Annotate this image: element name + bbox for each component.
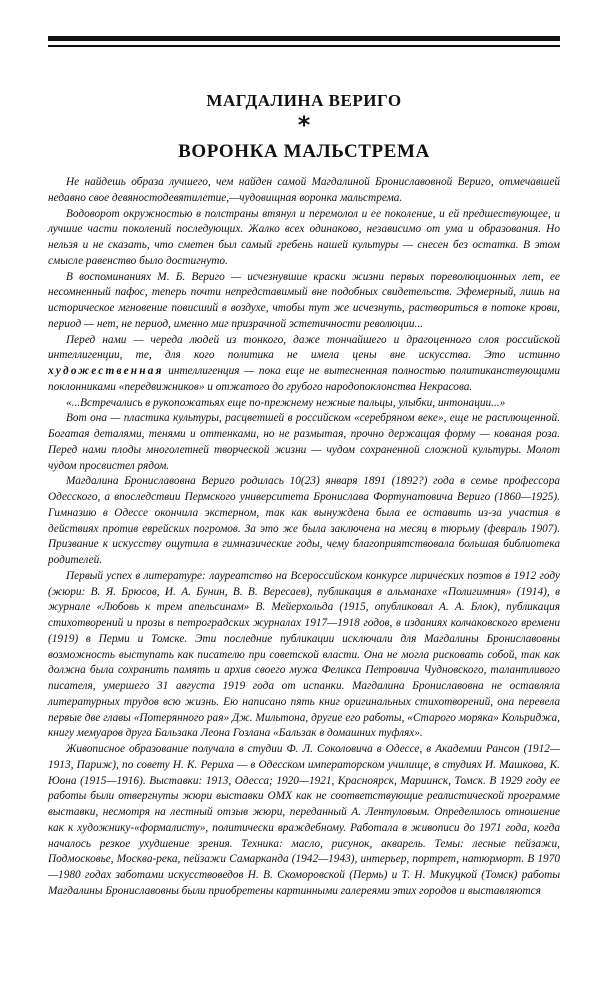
- emphasized-text: художественная: [48, 365, 164, 377]
- separator-star: *: [297, 111, 311, 139]
- article-title: ВОРОНКА МАЛЬСТРЕМА: [178, 141, 430, 162]
- top-rule-thick: [48, 36, 560, 41]
- paragraph: Водоворот окружностью в полстраны втянул и перемолол и ее поколение, и ей предшествующее, и лучшие части поколений последующих. Жалко всех одинаково, независимо от ума и образования. Но нельзя и не сказать, что сметен был самый гребень нашей культуры — снесен без остатка. В этом смысле равенство было достигнуто.: [48, 207, 560, 267]
- paragraph: Не найдешь образа лучшего, чем найден самой Магдалиной Брониславовной Вериго, отмечавшей недавно свое девяностодевятилетие,—чудовищная воронка мальстрема.: [48, 176, 560, 204]
- paragraph: «...Встречались в рукопожатьях еще по-прежнему нежные пальцы, улыбки, интонации...»: [66, 396, 506, 409]
- paragraph: Вот она — пластика культуры, расцветшей в российском «серебряном веке», еще не расплющенной. Богатая деталями, тенями и оттенками, но не размытая, прочно держащая форму — кованая роза. Перед нами плоды многолетней творческой жизни — чудом сохраненной сложной культуры. Молот чудом просвистел рядом.: [48, 412, 560, 472]
- top-rule-thin: [48, 45, 560, 47]
- article-body: [48, 175, 560, 900]
- paragraph: Магдалина Брониславовна Вериго родилась 10(23) января 1891 (1892?) года в семье профессора Одесского, а впоследствии Пермского университета Брониславa Фортунатовича Вериго (1860—1925). Гимназию в Одессе окончила экстерном, так как вынуждена была ее оставить из-за участия в действиях против еврейских погромов. За это же была заключена на месяц в тюрьму (февраль 1907). Призвание к искусству ощутила в гимназические годы, чему благоприятствовала большая библиотека родителей.: [48, 475, 560, 566]
- author-name: МАГДАЛИНА ВЕРИГО: [206, 91, 402, 110]
- title-block: [48, 91, 560, 163]
- paragraph: В воспоминаниях М. Б. Вериго — исчезнувшие краски жизни первых пореволюционных лет, ее несомненный пафос, теперь почти непредставимый вне подобных свидетельств. Эфемерный, лишь на историческое мгновение повисший в воздухе, чтобы тут же исчезнуть, раствориться в потоке крови, период — нет, не период, именно миг призрачной эстетичности революции...: [48, 270, 560, 330]
- page: [48, 36, 560, 900]
- paragraph: Первый успех в литературе: лауреатство на Всероссийском конкурсе лирических поэтов в 1912 году (жюри: В. Я. Брюсов, И. А. Бунин, В. В. Вересаев), публикация в альманахе «Полигимния» (1914), в журнале «Любовь к трем апельсинам» В. Мейерхольда (1915, опубликовал А. А. Блок), публикация стихотворений и прозы в петроградских журналах 1917—1918 годов, в изданиях колчаковского времени (1919) в Перми и Томске. Эти последние публикации исключали для Магдалины Брониславовны возможность выступать как писателю при советской власти. Она не могла рисковать собой, так как должна была сохранить память и архив своего мужа Феликса Петровича Чудновского, талантливого писателя, умершего 31 августа 1919 года от испанки. Магдалина Брониславовна не оставляла литературных трудов всю жизнь. Ею написано пять книг оригинальных стихотворений, она перевела первые две главы «Потерянного рая» Дж. Мильтона, другие его работы, «Старого моряка» Кольриджа, книгу мемуаров друга Бальзака Леона Гозлана «Бальзак в домашних туфлях».: [48, 569, 560, 740]
- paragraph: Живописное образование получала в студии Ф. Л. Соколовича в Одессе, в Академии Рансон (1912—1913, Париж), по совету Н. К. Рериха — в Одесском императорском училище, в студиях И. Машкова, К. Юона (1915—1916). Выставки: 1913, Одесса; 1920—1921, Красноярск, Мариинск, Томск. В 1929 году ее работы были отвергнуты жюри выставки ОМХ как не соответствующие реалистической программе выставки, несмотря на лестный отзыв жюри, переданный А. Лентуловым. Определилось отношение как к художнику-«формалисту», политически враждебному. Работала в живописи до 1971 года, когда началось резкое ухудшение зрения. Техника: масло, рисунок, акварель. Темы: лесные пейзажи, Подмосковье, Москва-река, пейзажи Самарканда (1942—1943), интерьер, портрет, натюрморт. В 1970—1980 годах заботами искусствоведов Н. В. Скоморовской (Пермь) и Т. Н. Микуцкой (Томск) работы Магдалины Брониславовны были приобретены картинными галереями этих городов и выставляются: [48, 743, 560, 897]
- paragraph: Перед нами — череда людей из тонкого, даже тончайшего и драгоценного слоя российской интеллигенции, те, для кого политика не имела цены вне искусства. Это истинно художественная интеллигенция — пока еще не вытесненная полностью политиканствующими поклонниками «передвижников» и отжатого до грубого народопоклонства Некрасова.: [48, 333, 560, 393]
